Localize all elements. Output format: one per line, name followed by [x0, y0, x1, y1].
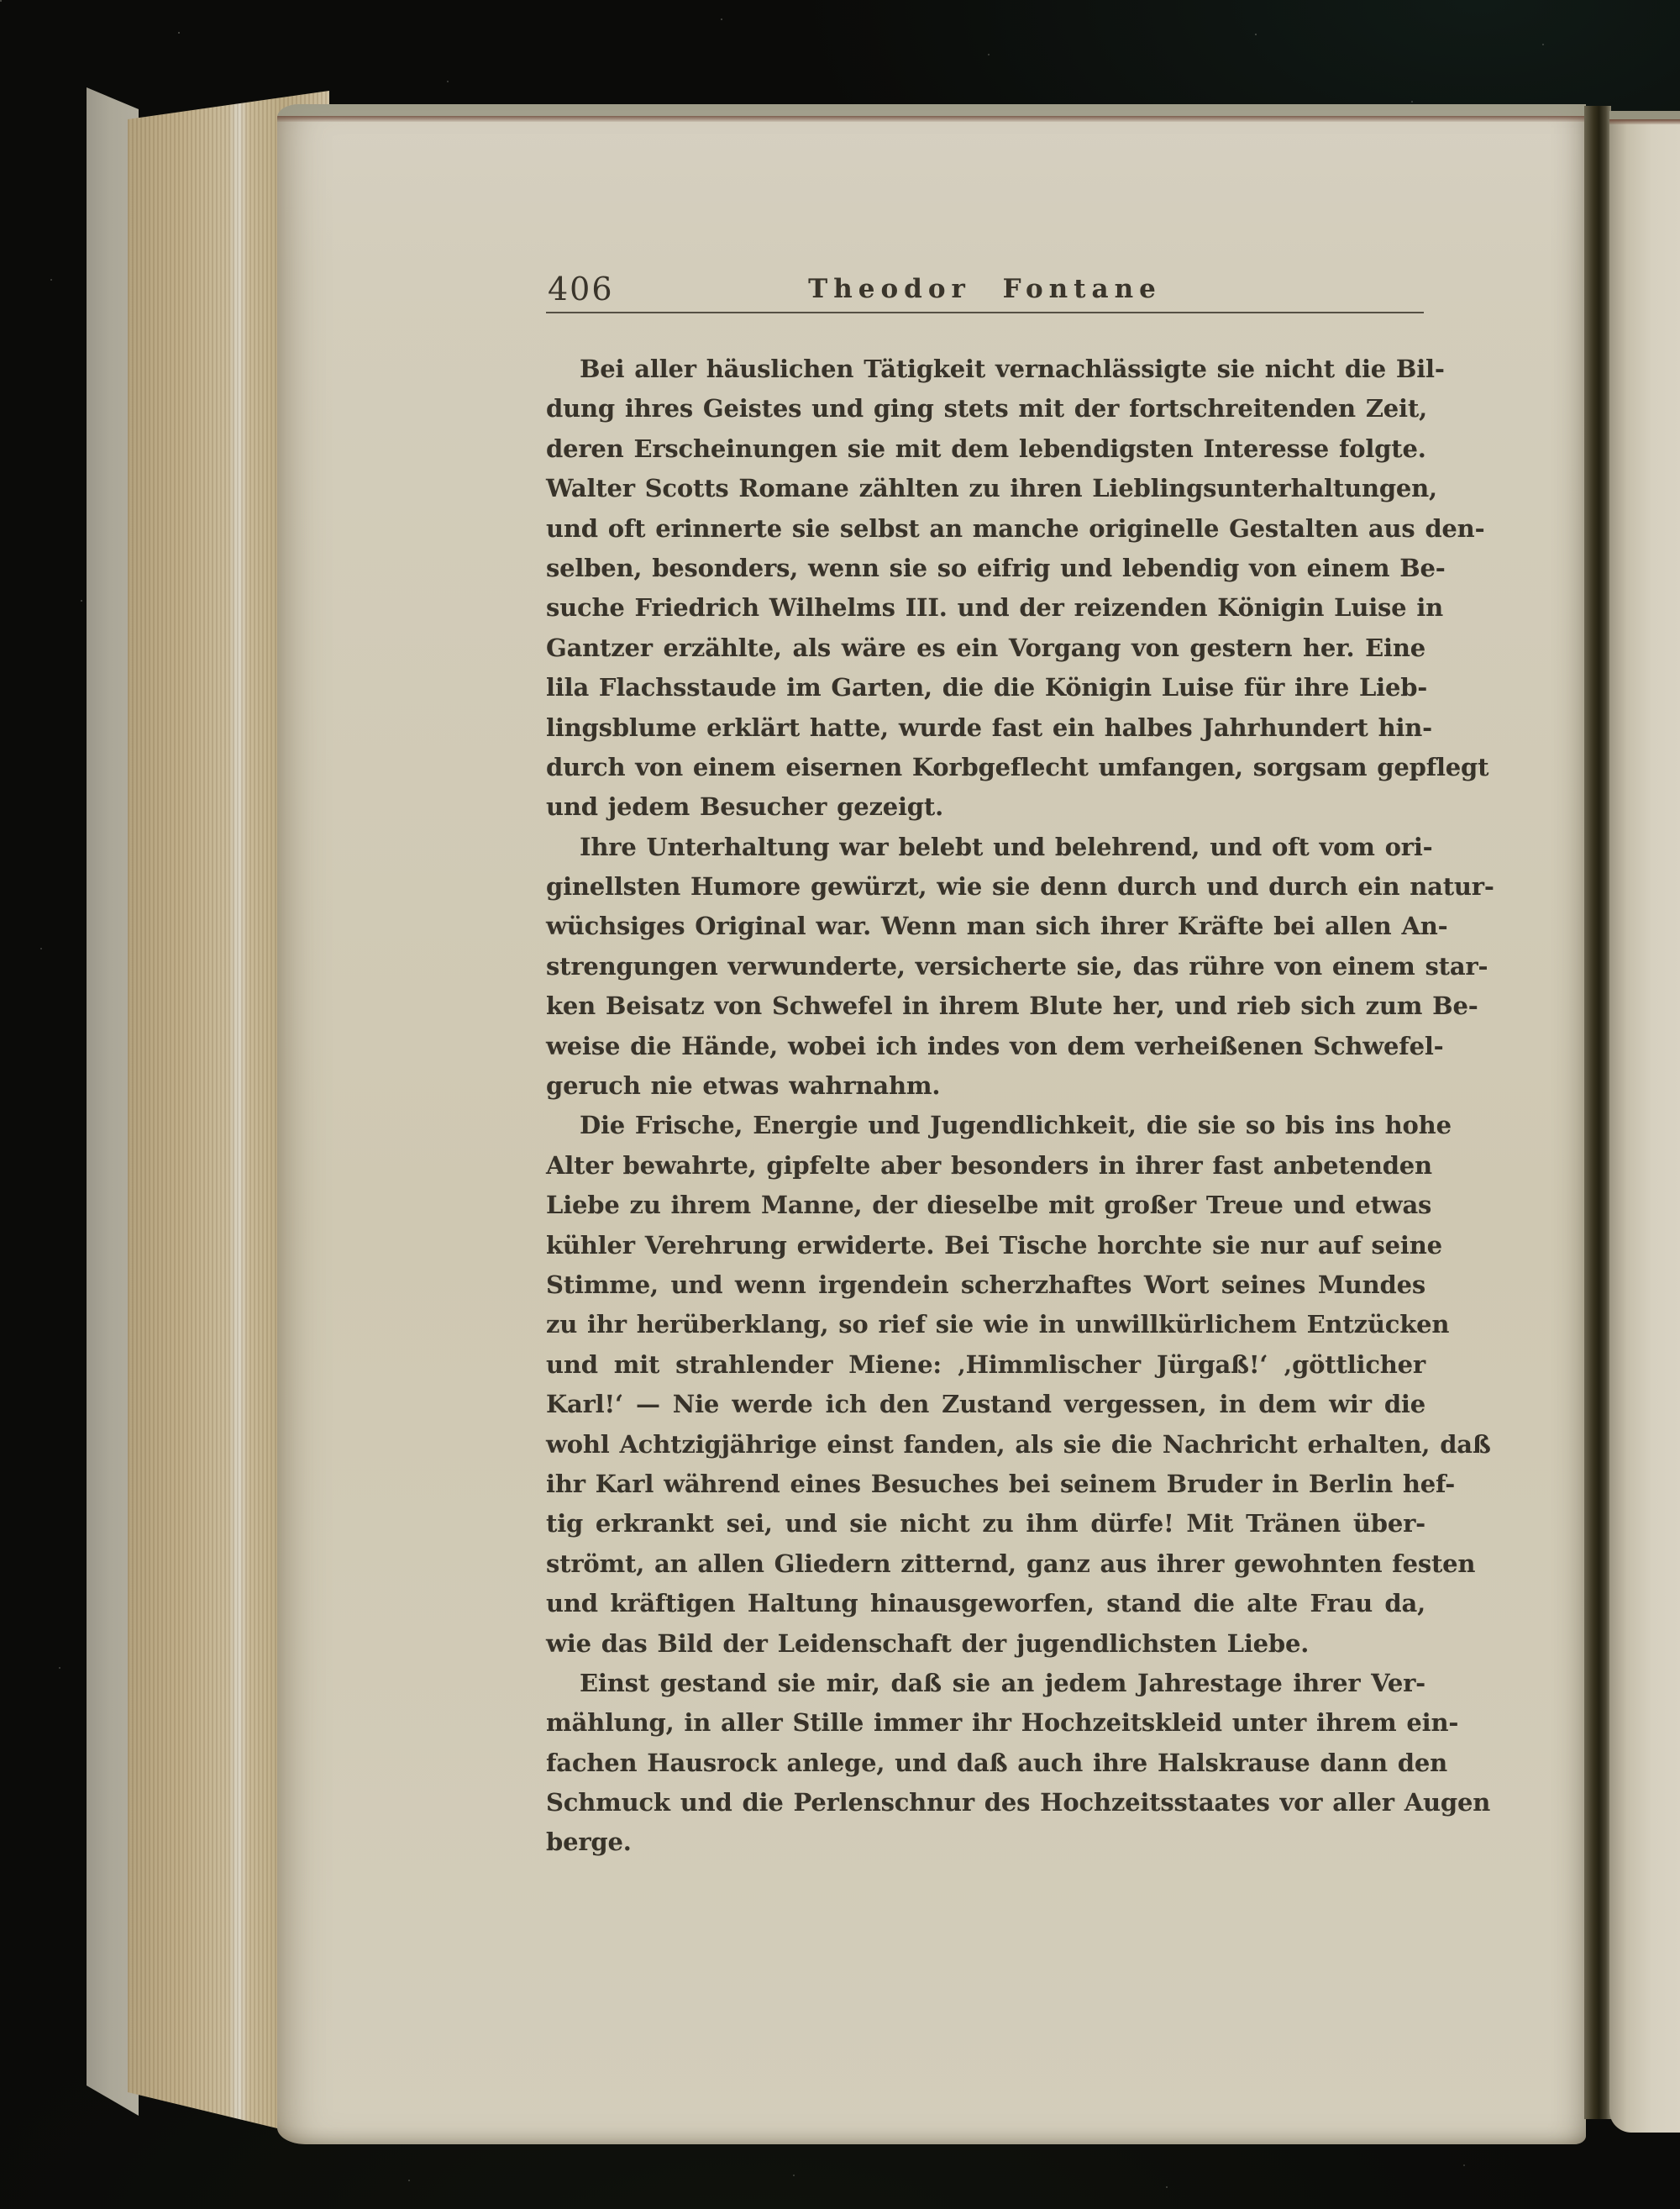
text-line: Alter bewahrte, gipfelte aber besonders in ihrer fast anbetenden — [546, 1150, 1432, 1180]
text-line: geruch nie etwas wahrnahm. — [546, 1071, 941, 1101]
dust-specks — [0, 0, 2, 2]
page-number: 406 — [548, 271, 614, 308]
text-line: lingsblume erklärt hatte, wurde fast ein halbes Jahrhundert hin- — [546, 713, 1433, 742]
text-line: Gantzer erzählte, als wäre es ein Vorgang von gestern her. Eine — [546, 633, 1425, 662]
facing-page-edge — [1609, 111, 1680, 2133]
book-page — [277, 104, 1586, 2144]
text-line: kühler Verehrung erwiderte. Bei Tische horchte sie nur auf seine — [546, 1230, 1442, 1260]
text-line: und jedem Besucher gezeigt. — [546, 792, 943, 822]
text-line: Die Frische, Energie und Jugendlichkeit, die sie so bis ins hohe — [580, 1111, 1452, 1140]
text-line: durch von einem eisernen Korbgeflecht umfangen, sorgsam gepflegt — [546, 752, 1489, 781]
text-line: wohl Achtzigjährige einst fanden, als sie die Nachricht erhalten, daß — [546, 1429, 1491, 1459]
text-line: strömt, an allen Gliedern zitternd, ganz aus ihrer gewohnten festen — [546, 1549, 1476, 1578]
text-line: fachen Hausrock anlege, und daß auch ihre Halskrause dann den — [546, 1748, 1447, 1777]
text-line: und oft erinnerte sie selbst an manche originelle Gestalten aus den- — [546, 513, 1485, 543]
text-line: Liebe zu ihrem Manne, der dieselbe mit großer Treue und etwas — [546, 1191, 1432, 1220]
text-line: Bei aller häuslichen Tätigkeit vernachlässigte sie nicht die Bil- — [580, 355, 1445, 383]
book-gutter-shadow — [1584, 106, 1611, 2119]
text-line: Walter Scotts Romane zählten zu ihren Lieblingsunterhaltungen, — [546, 474, 1437, 503]
header-rule — [546, 312, 1424, 313]
body-text — [546, 350, 1494, 1863]
paragraph — [546, 828, 1494, 1107]
text-line: deren Erscheinungen sie mit dem lebendigsten Interesse folgte. — [546, 434, 1426, 463]
text-line: Karl!‘ — Nie werde ich den Zustand vergessen, in dem wir die — [546, 1390, 1425, 1419]
text-line: Stimme, und wenn irgendein scherzhaftes Wort seines Mundes — [546, 1270, 1425, 1299]
text-line: weise die Hände, wobei ich indes von dem verheißenen Schwefel- — [546, 1031, 1444, 1060]
text-line: dung ihres Geistes und ging stets mit der fortschreitenden Zeit, — [546, 394, 1427, 423]
text-line: selben, besonders, wenn sie so eifrig und lebendig von einem Be- — [546, 553, 1446, 582]
text-line: und mit strahlender Miene: ‚Himmlischer Jürgaß!‘ ‚göttlicher — [546, 1349, 1425, 1379]
text-line: Schmuck und die Perlenschnur des Hochzeitsstaates vor aller Augen — [546, 1788, 1491, 1817]
text-line: und kräftigen Haltung hinausgeworfen, stand die alte Frau da, — [546, 1589, 1425, 1618]
text-line: Ihre Unterhaltung war belebt und belehrend, und oft vom ori- — [580, 832, 1433, 861]
text-line: lila Flachsstaude im Garten, die die Königin Luise für ihre Lieb- — [546, 673, 1428, 702]
text-line: zu ihr herüberklang, so rief sie wie in unwillkürlichem Entzücken — [546, 1310, 1450, 1339]
text-line: ihr Karl während eines Besuches bei seinem Bruder in Berlin hef- — [546, 1469, 1456, 1498]
paragraph — [546, 1664, 1491, 1863]
text-line: tig erkrankt sei, und sie nicht zu ihm dürfe! Mit Tränen über- — [546, 1509, 1425, 1538]
text-line: ginellsten Humore gewürzt, wie sie denn durch und durch ein natur- — [546, 872, 1494, 902]
text-line: berge. — [546, 1828, 632, 1857]
text-line: Einst gestand sie mir, daß sie an jedem Jahrestage ihrer Ver- — [580, 1668, 1425, 1697]
text-line: strengungen verwunderte, versicherte sie, das rühre von einem star- — [546, 951, 1488, 981]
text-line: wie das Bild der Leidenschaft der jugendlichsten Liebe. — [546, 1628, 1310, 1658]
paragraph — [546, 350, 1489, 828]
paragraph — [546, 1106, 1491, 1663]
text-line: mählung, in aller Stille immer ihr Hochzeitskleid unter ihrem ein- — [546, 1708, 1459, 1738]
text-line: ken Beisatz von Schwefel in ihrem Blute her, und rieb sich zum Be- — [546, 991, 1478, 1021]
text-line: suche Friedrich Wilhelms III. und der reizenden Königin Luise in — [546, 593, 1444, 623]
running-header: Theodor Fontane — [808, 274, 1162, 304]
text-line: wüchsiges Original war. Wenn man sich ihrer Kräfte bei allen An- — [546, 912, 1448, 941]
